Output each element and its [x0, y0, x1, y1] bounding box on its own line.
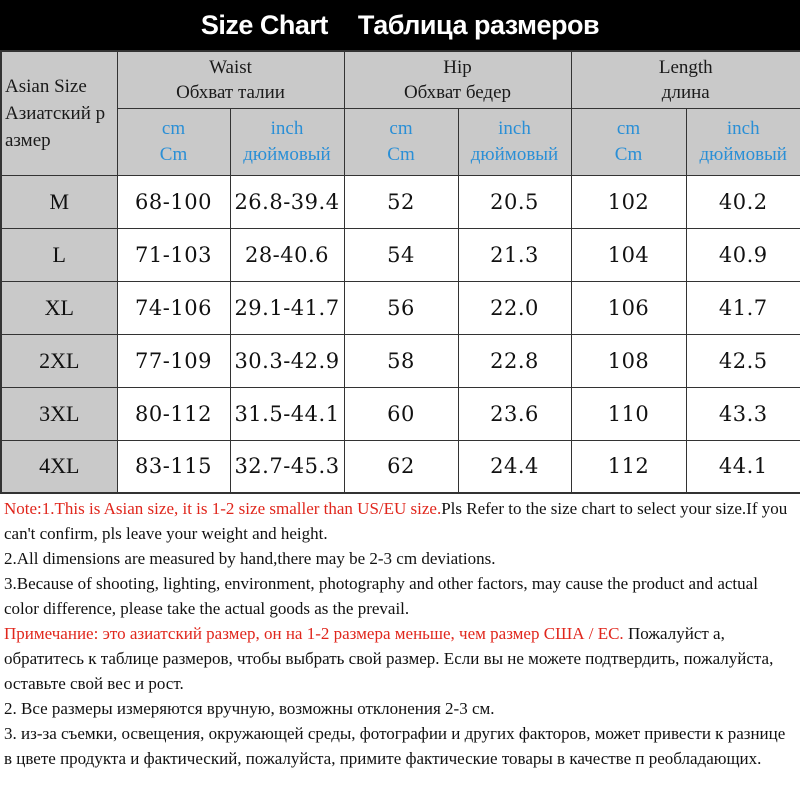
table-row: [1, 175, 800, 228]
waist-cm-cell: 77-109: [117, 334, 230, 387]
length-inch-cell: 40.2: [686, 175, 800, 228]
hip-inch-cell: 24.4: [458, 440, 571, 493]
size-label: L: [1, 228, 117, 281]
table-row: [1, 440, 800, 493]
unit-header-length-inch: [686, 108, 800, 175]
size-label: 3XL: [1, 387, 117, 440]
hip-inch-cell: 20.5: [458, 175, 571, 228]
hip-cm-cell: 54: [344, 228, 458, 281]
length-inch-cell: 43.3: [686, 387, 800, 440]
size-header-line: Asian Size: [5, 75, 87, 97]
size-column-header: [1, 51, 117, 175]
notes-section: [4, 496, 796, 771]
hip-header-en: Hip: [443, 56, 472, 78]
waist-header-en: Waist: [209, 56, 252, 78]
unit-label: cm: [616, 117, 641, 139]
waist-cm-cell: 83-115: [117, 440, 230, 493]
unit-label: дюймовый: [470, 143, 559, 165]
length-inch-cell: 41.7: [686, 281, 800, 334]
note-ru-1-text: Пожалуйст а, обратитесь к таблице размеров, чтобы выбрать свой размер. Если вы не можете подтвердить, пожалуйста, оставьте свой вес и рост.: [4, 624, 774, 693]
header-row-units: [1, 108, 800, 175]
unit-header-waist-cm: [117, 108, 230, 175]
length-cm-cell: 110: [571, 387, 686, 440]
unit-label: inch: [726, 117, 760, 139]
length-inch-cell: 44.1: [686, 440, 800, 493]
waist-inch-cell: 30.3-42.9: [230, 334, 344, 387]
hip-cm-cell: 58: [344, 334, 458, 387]
header-row-groups: [1, 51, 800, 108]
unit-header-waist-inch: [230, 108, 344, 175]
size-header-line: азмер: [5, 129, 51, 151]
size-label: 4XL: [1, 440, 117, 493]
size-label: XL: [1, 281, 117, 334]
waist-cm-cell: 68-100: [117, 175, 230, 228]
table-row: [1, 281, 800, 334]
size-header-line: Азиатский р: [5, 102, 106, 124]
length-group-header: [571, 51, 800, 108]
note-en-3: 3.Because of shooting, lighting, environment, photography and other factors, may cause the product and actual color difference, please take the actual goods as the prevail.: [4, 574, 758, 618]
title-bar: [0, 0, 800, 50]
table-row: [1, 387, 800, 440]
length-cm-cell: 112: [571, 440, 686, 493]
hip-inch-cell: 23.6: [458, 387, 571, 440]
table-row: [1, 334, 800, 387]
size-table: [0, 50, 800, 494]
note-ru-3: 3. из-за съемки, освещения, окружающей среды, фотографии и других факторов, может привести к разнице в цвете продукта и фактический, пожалуйста, примите фактические товары в качестве п реобладающих.: [4, 724, 786, 768]
waist-inch-cell: 26.8-39.4: [230, 175, 344, 228]
title-en: Size Chart: [200, 9, 328, 40]
hip-inch-cell: 21.3: [458, 228, 571, 281]
hip-cm-cell: 52: [344, 175, 458, 228]
hip-cm-cell: 62: [344, 440, 458, 493]
note-ru-1: [4, 621, 796, 696]
unit-label: Cm: [159, 143, 188, 165]
length-header-en: Length: [658, 56, 713, 78]
unit-label: дюймовый: [699, 143, 787, 165]
table-row: [1, 228, 800, 281]
hip-cm-cell: 60: [344, 387, 458, 440]
note-en-1: [4, 496, 796, 546]
waist-cm-cell: 80-112: [117, 387, 230, 440]
unit-header-hip-cm: [344, 108, 458, 175]
length-cm-cell: 106: [571, 281, 686, 334]
hip-header-ru: Обхват бедер: [403, 81, 512, 103]
title-ru: Таблица размеров: [357, 9, 600, 40]
waist-group-header: [117, 51, 344, 108]
length-header-ru: длина: [661, 81, 710, 103]
unit-label: cm: [161, 117, 186, 139]
unit-label: Cm: [387, 143, 415, 165]
unit-label: inch: [498, 117, 531, 139]
waist-inch-cell: 29.1-41.7: [230, 281, 344, 334]
length-cm-cell: 108: [571, 334, 686, 387]
hip-inch-cell: 22.8: [458, 334, 571, 387]
waist-inch-cell: 31.5-44.1: [230, 387, 344, 440]
note-en-1-text: Pls Refer to the size chart to select your size.If you can't confirm, pls leave your weight and height.: [4, 499, 788, 543]
waist-header-ru: Обхват талии: [176, 81, 285, 103]
unit-header-hip-inch: [458, 108, 571, 175]
hip-cm-cell: 56: [344, 281, 458, 334]
unit-label: inch: [270, 117, 304, 139]
waist-inch-cell: 32.7-45.3: [230, 440, 344, 493]
length-cm-cell: 104: [571, 228, 686, 281]
hip-group-header: [344, 51, 571, 108]
unit-label: Cm: [614, 143, 643, 165]
note-ru-2: 2. Все размеры измеряются вручную, возможны отклонения 2-3 см.: [4, 699, 495, 718]
length-cm-cell: 102: [571, 175, 686, 228]
note-en-1-warning: Note:1.This is Asian size, it is 1-2 size smaller than US/EU size.: [4, 499, 442, 518]
size-label: M: [1, 175, 117, 228]
waist-cm-cell: 74-106: [117, 281, 230, 334]
hip-inch-cell: 22.0: [458, 281, 571, 334]
unit-label: cm: [389, 117, 413, 139]
waist-inch-cell: 28-40.6: [230, 228, 344, 281]
unit-header-length-cm: [571, 108, 686, 175]
length-inch-cell: 40.9: [686, 228, 800, 281]
length-inch-cell: 42.5: [686, 334, 800, 387]
waist-cm-cell: 71-103: [117, 228, 230, 281]
note-ru-1-warning: Примечание: это азиатский размер, он на 1-2 размера меньше, чем размер США / ЕС.: [4, 624, 624, 643]
size-label: 2XL: [1, 334, 117, 387]
note-en-2: 2.All dimensions are measured by hand,there may be 2-3 cm deviations.: [4, 549, 496, 568]
unit-label: дюймовый: [243, 143, 331, 165]
